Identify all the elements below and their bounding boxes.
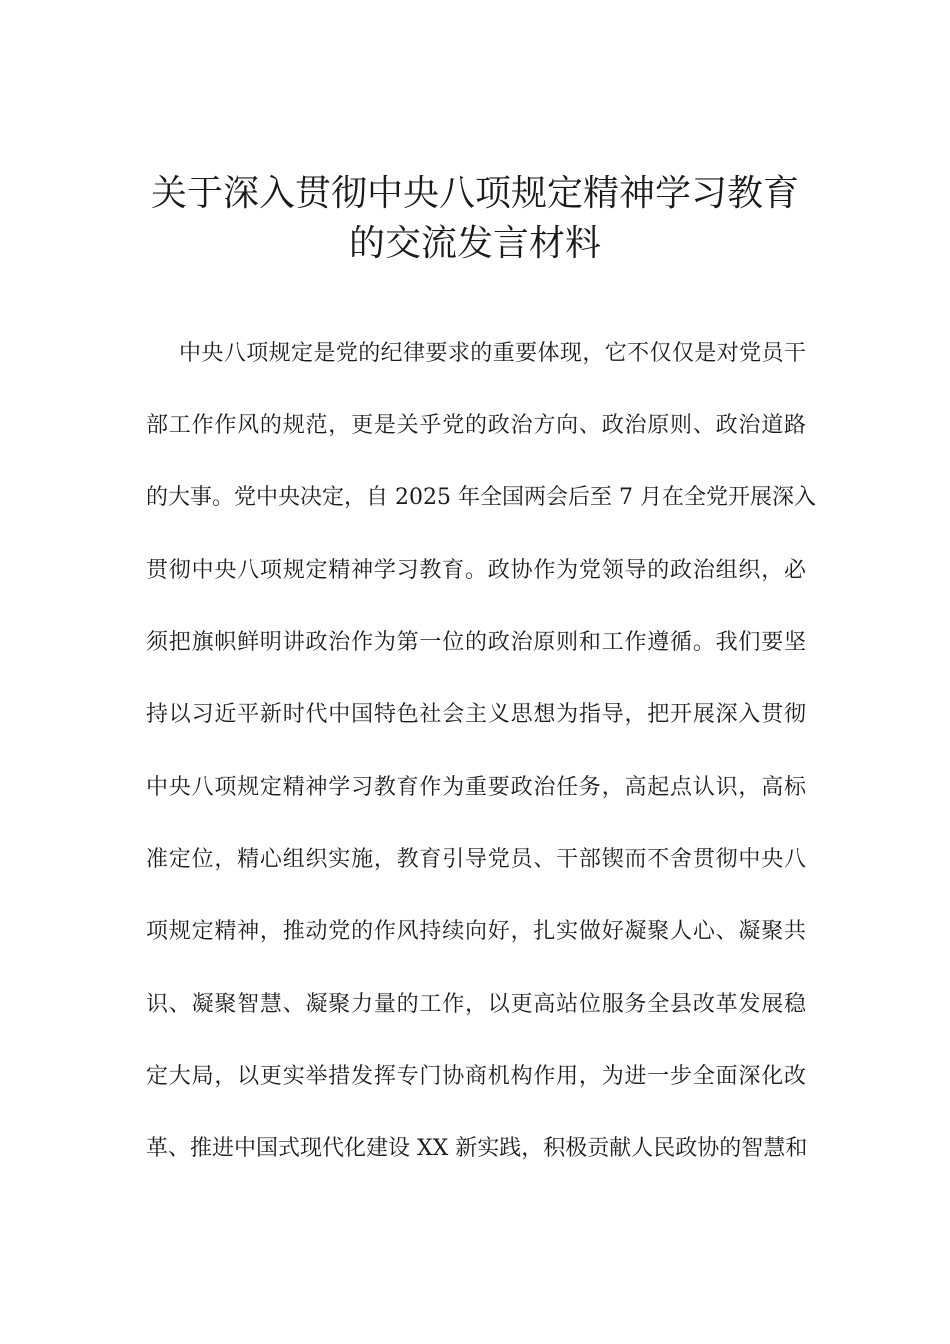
paragraph-line-9: 项规定精神，推动党的作风持续向好，扎实做好凝聚人心、凝聚共 <box>146 919 806 944</box>
paragraph-line-6: 持以习近平新时代中国特色社会主义思想为指导，把开展深入贯彻 <box>146 702 806 727</box>
paragraph-line-10: 识、凝聚智慧、凝聚力量的工作，以更高站位服务全县改革发展稳 <box>146 992 806 1017</box>
paragraph-line-5: 须把旗帜鲜明讲政治作为第一位的政治原则和工作遵循。我们要坚 <box>146 630 806 655</box>
paragraph-line-11: 定大局，以更实举措发挥专门协商机构作用，为进一步全面深化改 <box>146 1064 806 1089</box>
title-line-1: 关于深入贯彻中央八项规定精神学习教育 <box>150 173 799 214</box>
paragraph-line-2: 部工作作风的规范，更是关乎党的政治方向、政治原则、政治道路 <box>146 413 806 438</box>
paragraph-line-4: 贯彻中央八项规定精神学习教育。政协作为党领导的政治组织，必 <box>146 558 806 583</box>
paragraph-line-8: 准定位，精心组织实施，教育引导党员、干部锲而不舍贯彻中央八 <box>146 847 806 872</box>
paragraph-line-3: 的大事。党中央决定，自 2025 年全国两会后至 7 月在全党开展深入 <box>146 485 816 510</box>
paragraph-line-7: 中央八项规定精神学习教育作为重要政治任务，高起点认识，高标 <box>146 775 806 800</box>
paragraph-line-1: 中央八项规定是党的纪律要求的重要体现，它不仅仅是对党员干 <box>179 341 806 366</box>
title-line-2: 的交流发言材料 <box>348 223 601 264</box>
paragraph-line-12: 革、推进中国式现代化建设 XX 新实践，积极贡献人民政协的智慧和 <box>146 1136 808 1161</box>
